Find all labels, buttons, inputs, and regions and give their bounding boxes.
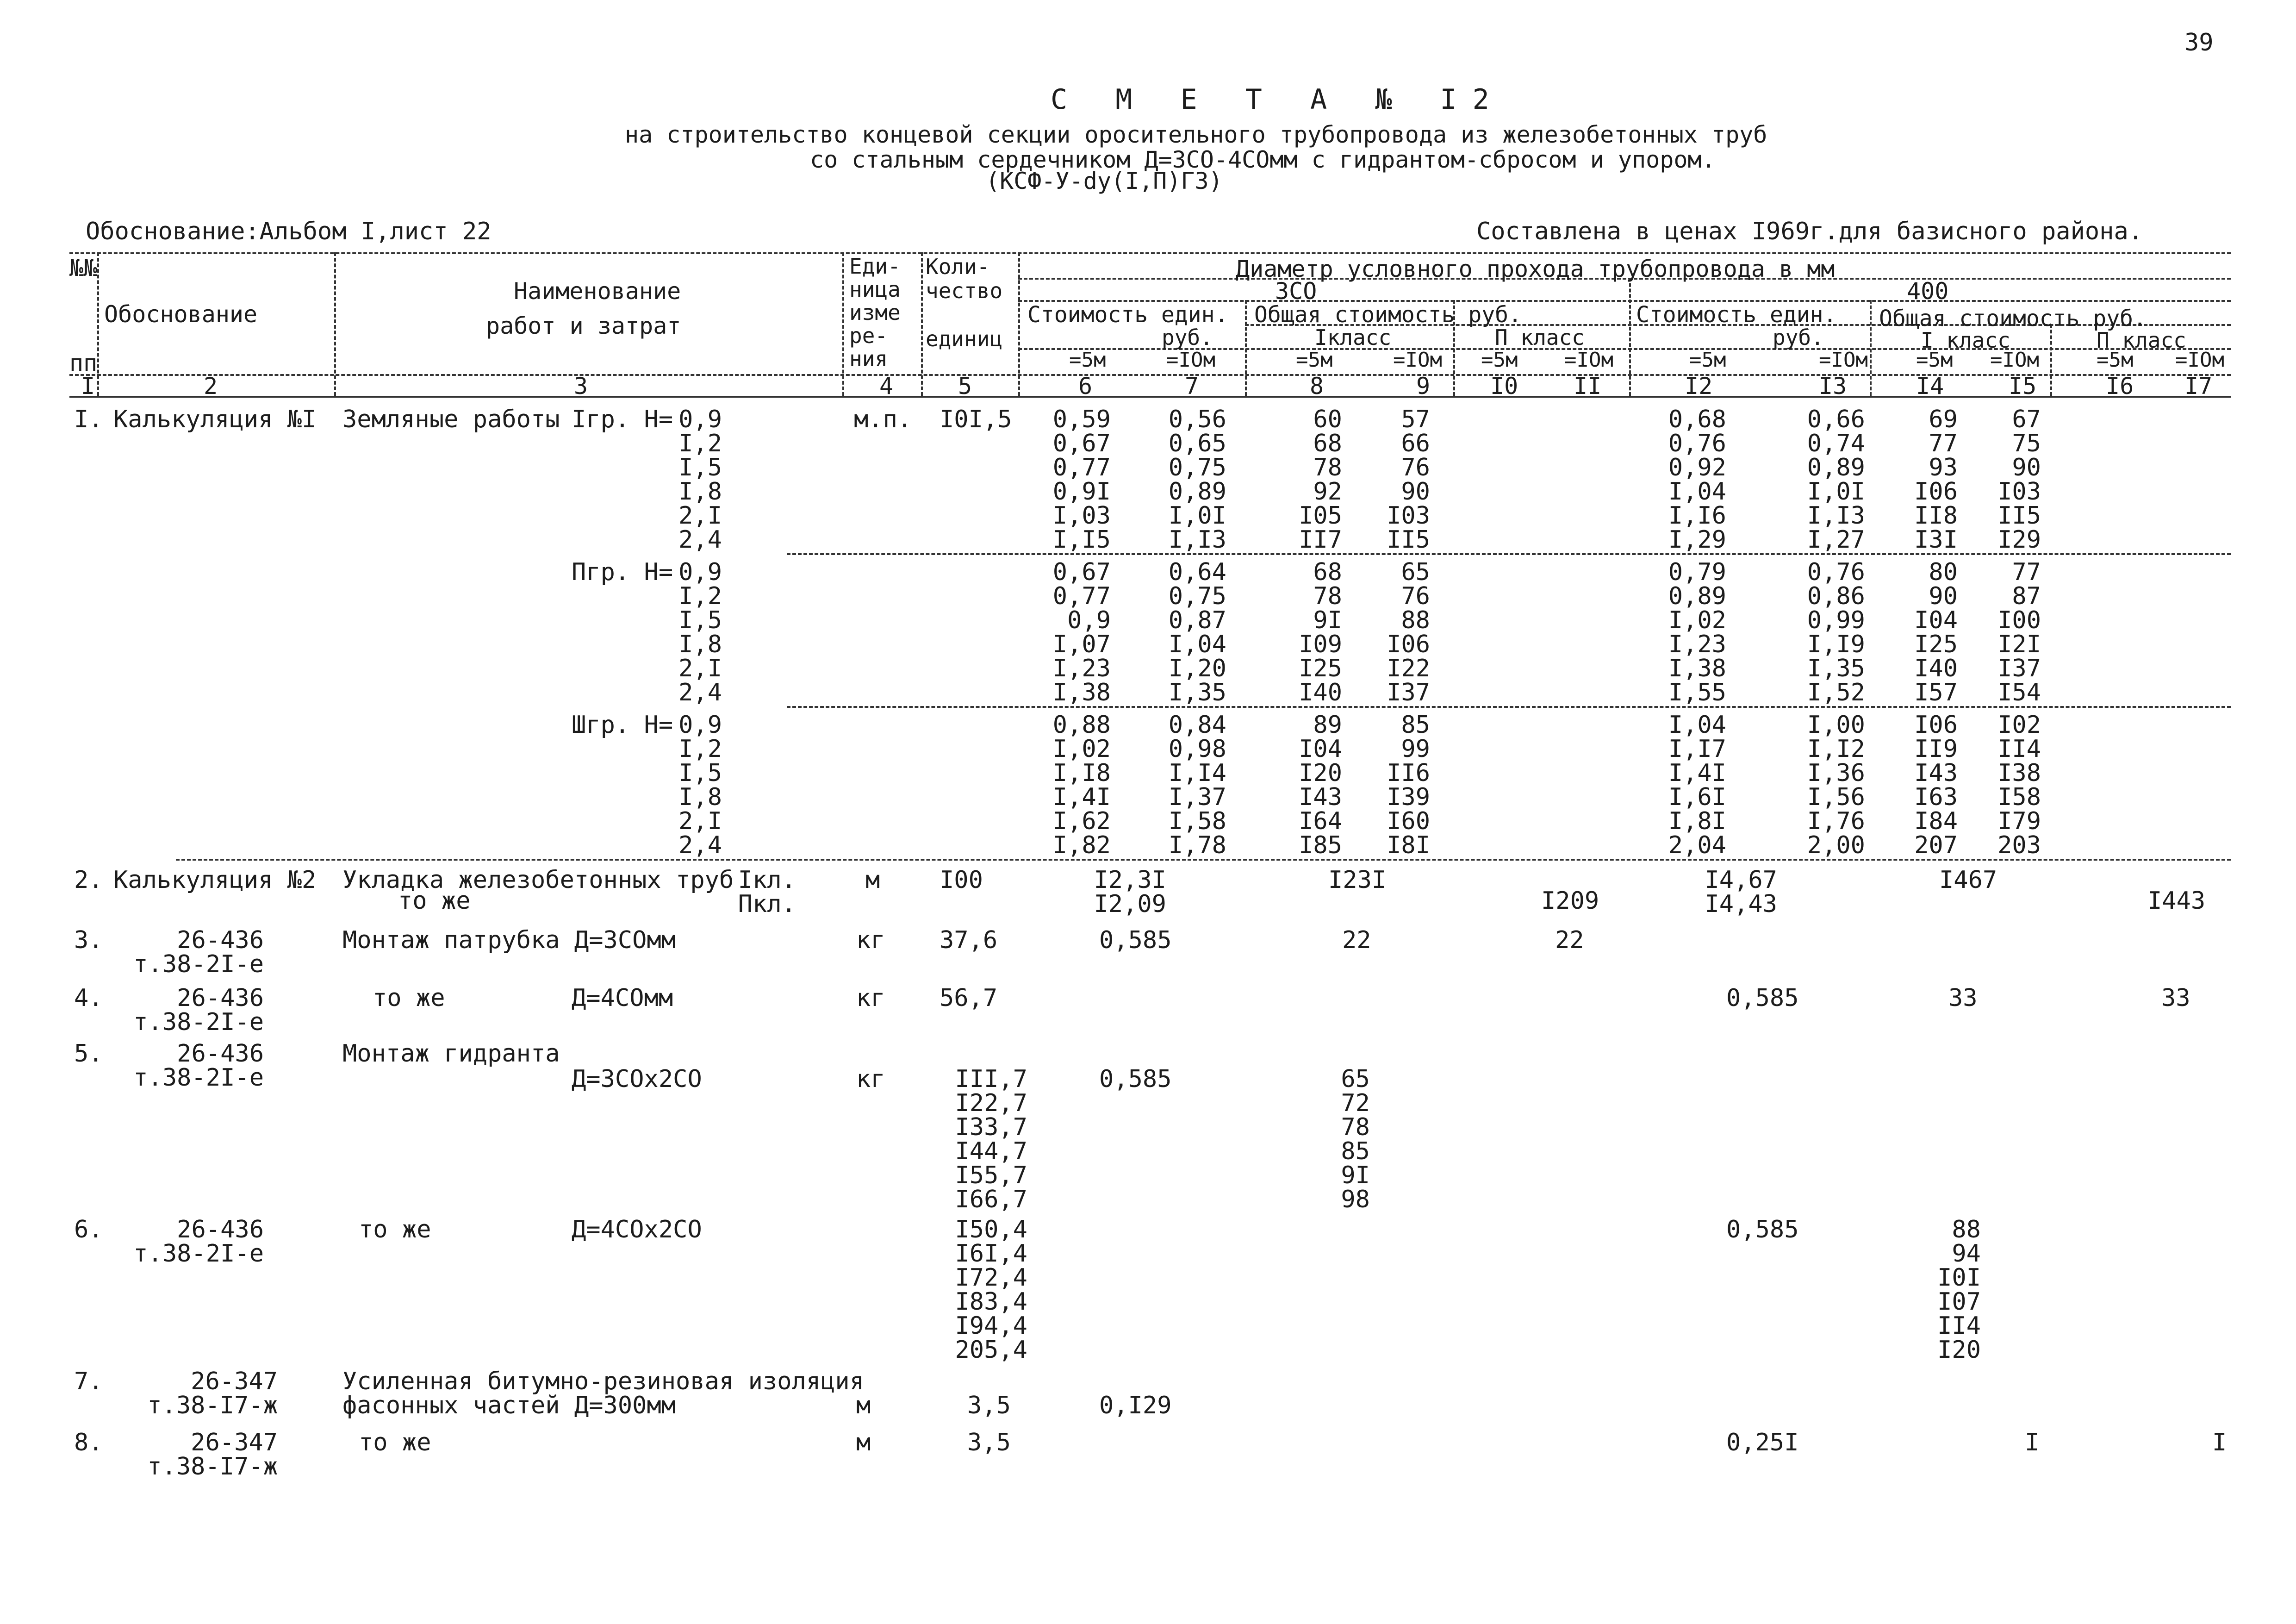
- row3-num: 3.: [74, 926, 103, 954]
- row2-unit: м: [865, 866, 880, 894]
- row2-num: 2.: [74, 866, 103, 894]
- vline-4: [921, 252, 923, 396]
- header-name-2: работ и затрат: [486, 312, 681, 339]
- colnum-9: 9: [1416, 373, 1431, 400]
- row1-g3-c15: I02 II4 I38 I58 I79 203: [1997, 711, 2041, 859]
- row2-qty: I00: [940, 866, 983, 894]
- row1-g1-c13: 0,66 0,74 0,89 I,0I I,I3 I,27: [1807, 406, 1865, 554]
- row5-c6: 0,585: [1099, 1065, 1172, 1093]
- row1-g2-c8: 68 78 9I I09 I25 I40: [1299, 558, 1342, 706]
- row1-g3-c12: I,04 I,I7 I,4I I,6I I,8I 2,04: [1668, 711, 1726, 859]
- row1-g2-c7: 0,64 0,75 0,87 I,04 I,20 I,35: [1168, 558, 1226, 706]
- row2-c14: I467: [1939, 866, 1997, 894]
- row4-c14: 33: [1948, 984, 1978, 1012]
- vline-10: [2050, 324, 2052, 396]
- row6-dim: Д=4СОх2СО: [572, 1216, 702, 1243]
- vline-5: [1018, 252, 1020, 396]
- header-rub-300: руб.: [1162, 325, 1213, 350]
- header-h10-c9: =IОм: [1393, 348, 1442, 372]
- row1-g3-c14: I06 II9 I43 I63 I84 207: [1914, 711, 1958, 859]
- header-diameter: Диаметр условного прохода трубопровода в мм: [1236, 256, 1835, 282]
- row1-g3-c13: I,00 I,I2 I,36 I,56 I,76 2,00: [1807, 711, 1865, 859]
- row1-g3-label: Шгр. Н=: [572, 711, 673, 739]
- vline-3: [842, 252, 844, 396]
- header-d300: 3СО: [1275, 278, 1317, 305]
- colnum-3: 3: [574, 373, 588, 400]
- row1-g1-c9: 57 66 76 90 I03 II5: [1387, 406, 1430, 554]
- row8-qty: 3,5: [967, 1429, 1011, 1456]
- row5-dim: Д=3СОх2СО: [572, 1065, 702, 1093]
- header-class1-300: Iкласс: [1314, 325, 1392, 350]
- row5-qty: III,7 I22,7 I33,7 I44,7 I55,7 I66,7: [955, 1065, 1027, 1213]
- colnum-12: I2: [1685, 373, 1713, 400]
- header-h5-c14: =5м: [1916, 348, 1953, 372]
- header-basis: Обоснование: [104, 301, 258, 328]
- row7-basis: 26-347 т.38-I7-ж: [147, 1368, 278, 1419]
- header-total-300: Общая стоимость руб.: [1254, 302, 1522, 328]
- header-qty: Коли- чество единиц: [926, 254, 1003, 351]
- row1-g2-c9: 65 76 88 I06 I22 I37: [1387, 558, 1430, 706]
- price-note: Составлена в ценах I969г.для базисного района.: [1476, 218, 2143, 245]
- row1-g3-h: 0,9 I,2 I,5 I,8 2,I 2,4: [678, 711, 722, 859]
- header-h10-c7: =IОм: [1166, 348, 1215, 372]
- header-cost-unit-300: Стоимость един.: [1027, 302, 1228, 328]
- row1-g2-h: 0,9 I,2 I,5 I,8 2,I 2,4: [678, 558, 722, 706]
- colnum-6: 6: [1078, 373, 1093, 400]
- vline-6: [1245, 300, 1247, 396]
- header-rub-400: руб.: [1773, 325, 1824, 350]
- vline-2: [334, 252, 336, 396]
- row4-dim: Д=4СОмм: [572, 984, 673, 1012]
- row1-g3-c9: 85 99 II6 I39 I60 I8I: [1387, 711, 1430, 859]
- colnum-2: 2: [204, 373, 218, 400]
- row2-c8: I23I: [1328, 866, 1387, 894]
- page-number: 39: [2184, 29, 2214, 56]
- row5-unit: кг: [856, 1065, 885, 1093]
- row2-c11: I209: [1541, 887, 1599, 915]
- row4-c17: 33: [2161, 984, 2190, 1012]
- row3-name: Монтаж патрубка Д=3СОмм: [342, 926, 676, 954]
- subtitle-line-2: со стальным сердечником Д=3СО-4СОмм с гидрантом-сбросом и упором.: [810, 146, 1716, 173]
- header-h5-c16: =5м: [2097, 348, 2134, 372]
- subtitle-line-1: на строительство концевой секции оросительного трубопровода из железобетонных труб: [625, 121, 1767, 148]
- row7-num: 7.: [74, 1368, 103, 1395]
- document-title: С М Е Т А № I2: [1051, 83, 1505, 116]
- header-cost-unit-400: Стоимость един.: [1636, 302, 1837, 328]
- row1-g2-label: Пгр. Н=: [572, 558, 673, 586]
- colnum-7: 7: [1185, 373, 1199, 400]
- header-rule-colnums-top: [69, 374, 2231, 376]
- row1-basis: Калькуляция №I: [113, 406, 317, 433]
- row1-g1-c12: 0,68 0,76 0,92 I,04 I,I6 I,29: [1668, 406, 1726, 554]
- header-h5-c6: =5м: [1069, 348, 1106, 372]
- colnum-17: I7: [2184, 373, 2213, 400]
- row1-g2-c14: 80 90 I04 I25 I40 I57: [1914, 558, 1958, 706]
- row7-c6: 0,I29: [1099, 1392, 1172, 1419]
- row4-c12: 0,585: [1726, 984, 1799, 1012]
- row1-name: Земляные работы: [342, 406, 560, 433]
- row2-c17: I443: [2147, 887, 2206, 915]
- header-num: №№: [69, 255, 98, 281]
- row1-bottom-rule: [176, 859, 2231, 861]
- row1-g1-c14: 69 77 93 I06 II8 I3I: [1914, 406, 1958, 554]
- row1-g1-c7: 0,56 0,65 0,75 0,89 I,0I I,I3: [1168, 406, 1226, 554]
- colnum-1: I: [81, 373, 95, 400]
- row8-num: 8.: [74, 1429, 103, 1456]
- row5-name: Монтаж гидранта: [342, 1040, 560, 1068]
- header-h10-c15: =IОм: [1990, 348, 2039, 372]
- colnum-8: 8: [1310, 373, 1324, 400]
- row1-g3-c8: 89 I04 I20 I43 I64 I85: [1299, 711, 1342, 859]
- row1-g1-c8: 60 68 78 92 I05 II7: [1299, 406, 1342, 554]
- row3-c11: 22: [1555, 926, 1584, 954]
- row8-c17: I: [2212, 1429, 2227, 1456]
- colnum-14: I4: [1916, 373, 1944, 400]
- header-class1-400: I класс: [1921, 328, 2010, 353]
- row8-basis: 26-347 т.38-I7-ж: [147, 1429, 278, 1480]
- header-h10-c13: =IОм: [1819, 348, 1868, 372]
- row8-c12: 0,25I: [1726, 1429, 1799, 1456]
- row6-name: то же: [359, 1216, 431, 1243]
- row6-c14: 88 94 I0I I07 II4 I20: [1937, 1216, 1981, 1364]
- row8-c14: I: [2025, 1429, 2040, 1456]
- row2-class: Iкл. Пкл.: [738, 866, 796, 918]
- row8-unit: м: [856, 1429, 871, 1456]
- colnum-11: II: [1574, 373, 1602, 400]
- row1-g2-c6: 0,67 0,77 0,9 I,07 I,23 I,38: [1052, 558, 1111, 706]
- row1-g2-c12: 0,79 0,89 I,02 I,23 I,38 I,55: [1668, 558, 1726, 706]
- row5-c8: 65 72 78 85 9I 98: [1341, 1065, 1370, 1213]
- row2-name2: то же: [398, 887, 471, 915]
- row1-g1-label: Iгр. Н=: [572, 406, 673, 433]
- row1-g2-c15: 77 87 I00 I2I I37 I54: [1997, 558, 2041, 706]
- header-d400: 400: [1907, 278, 1949, 305]
- row1-g3-c7: 0,84 0,98 I,I4 I,37 I,58 I,78: [1168, 711, 1226, 859]
- row6-qty: I50,4 I6I,4 I72,4 I83,4 I94,4 205,4: [955, 1216, 1027, 1364]
- row1-g1-c6: 0,59 0,67 0,77 0,9I I,03 I,I5: [1052, 406, 1111, 554]
- row2-basis: Калькуляция №2: [113, 866, 317, 894]
- header-bottom-rule: [69, 396, 2231, 398]
- vline-9: [1870, 300, 1872, 396]
- colnum-13: I3: [1819, 373, 1847, 400]
- row7-qty: 3,5: [967, 1392, 1011, 1419]
- row8-name: то же: [359, 1429, 431, 1456]
- header-h5-c10: =5м: [1481, 348, 1518, 372]
- row4-name: то же: [373, 984, 445, 1012]
- colnum-16: I6: [2106, 373, 2134, 400]
- row1-g2-rule: [787, 706, 2231, 708]
- row1-g3-c6: 0,88 I,02 I,I8 I,4I I,62 I,82: [1052, 711, 1111, 859]
- colnum-4: 4: [879, 373, 894, 400]
- row1-g1-c15: 67 75 90 I03 II5 I29: [1997, 406, 2041, 554]
- row1-unit: м.п.: [854, 406, 912, 433]
- row3-basis: 26-436 т.38-2I-е: [133, 926, 264, 978]
- row3-c8: 22: [1342, 926, 1371, 954]
- header-top-rule: [69, 252, 2231, 254]
- colnum-10: I0: [1490, 373, 1518, 400]
- row3-qty: 37,6: [940, 926, 998, 954]
- row7-unit: м: [856, 1392, 871, 1419]
- colnum-15: I5: [2009, 373, 2037, 400]
- row6-c12: 0,585: [1726, 1216, 1799, 1243]
- header-h10-c11: =IОм: [1564, 348, 1613, 372]
- row1-qty: I0I,5: [940, 406, 1012, 433]
- header-total-400: Общая стоимость руб.: [1879, 306, 2147, 331]
- row6-basis: 26-436 т.38-2I-е: [133, 1216, 264, 1268]
- row4-qty: 56,7: [940, 984, 998, 1012]
- row7-name: Усиленная битумно-резиновая изоляция фасонных частей Д=300мм: [342, 1368, 865, 1419]
- row1-g2-c13: 0,76 0,86 0,99 I,I9 I,35 I,52: [1807, 558, 1865, 706]
- header-h5-c12: =5м: [1689, 348, 1726, 372]
- header-unit: Еди- ница изме ре- ния: [849, 254, 901, 371]
- subtitle-line-3: (КСФ-У-dу(I,П)Г3): [986, 168, 1223, 194]
- row6-num: 6.: [74, 1216, 103, 1243]
- row4-num: 4.: [74, 984, 103, 1012]
- header-h5-c8: =5м: [1296, 348, 1333, 372]
- row2-name: Укладка железобетонных труб: [342, 866, 734, 894]
- row2-c12: I4,67 I4,43: [1705, 866, 1777, 918]
- vline-1: [97, 252, 99, 396]
- row1-g1-rule: [787, 553, 2231, 555]
- row3-c6: 0,585: [1099, 926, 1172, 954]
- row1-g1-h: 0,9 I,2 I,5 I,8 2,I 2,4: [678, 406, 722, 554]
- row4-basis: 26-436 т.38-2I-е: [133, 984, 264, 1036]
- header-class2-400: П класс: [2097, 328, 2186, 353]
- row3-unit: кг: [856, 926, 885, 954]
- header-class2-300: П класс: [1495, 325, 1585, 350]
- colnum-5: 5: [958, 373, 972, 400]
- row2-c6: I2,3I I2,09: [1094, 866, 1166, 918]
- header-pp: пп: [69, 350, 98, 376]
- row5-basis: 26-436 т.38-2I-е: [133, 1040, 264, 1092]
- row4-unit: кг: [856, 984, 885, 1012]
- row5-num: 5.: [74, 1040, 103, 1068]
- row1-num: I.: [74, 406, 103, 433]
- basis-note: Обоснование:Альбом I,лист 22: [86, 218, 492, 245]
- header-name-1: Наименование: [514, 278, 681, 305]
- vline-8: [1629, 278, 1631, 396]
- header-h10-c17: =IОм: [2175, 348, 2224, 372]
